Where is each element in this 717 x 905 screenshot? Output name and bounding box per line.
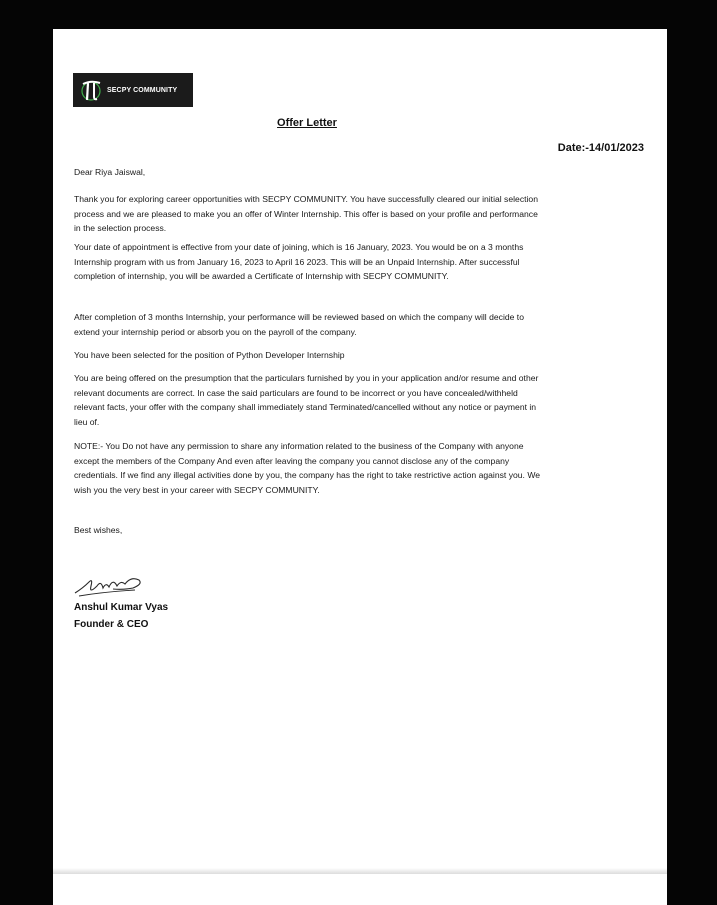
closing: Best wishes, <box>74 525 123 535</box>
logo-text: SECPY COMMUNITY <box>107 86 178 94</box>
paragraph-intro: Thank you for exploring career opportunities with SECPY COMMUNITY. You have successfully cleared our initial selection process and we are pleased to make you an offer of Winter Internship. This offer is based on your profile and performance in the selection process. <box>74 194 538 234</box>
page-edge <box>53 868 667 874</box>
signer-role: Founder & CEO <box>74 619 149 630</box>
paragraph-appointment: Your date of appointment is effective from your date of joining, which is 16 January, 2023. You would be on a 3 months Internship program with us from January 16, 2023 to April 16 2023. This will be an Unpaid Internship. After successful completion of internship, you will be awarded a Certificate of Internship with SECPY COMMUNITY. <box>74 242 524 282</box>
paragraph-presumption: You are being offered on the presumption that the particulars furnished by you in your application and/or resume and other relevant documents are correct. In case the said particulars are found to be incorrect or you have concealed/withheld relevant facts, your offer with the company shall immediately stand Terminated/cancelled without any notice or payment in lieu of. <box>74 373 539 427</box>
paragraph-review: After completion of 3 months Internship, your performance will be reviewed based on which the company will decide to extend your internship period or absorb you on the payroll of the company. <box>74 312 524 337</box>
letter-title: Offer Letter <box>277 117 337 129</box>
signature-icon <box>73 568 148 600</box>
letter-date: Date:-14/01/2023 <box>557 142 644 154</box>
company-logo <box>73 73 193 107</box>
signer-name: Anshul Kumar Vyas <box>74 602 169 613</box>
salutation: Dear Riya Jaiswal, <box>74 167 146 177</box>
paragraph-note: NOTE:- You Do not have any permission to share any information related to the business of the Company with anyone except the members of the Company And even after leaving the company you cannot disclose any of the company credentials. If we find any illegal activities done by you, the company has the right to take restrictive action against you. We wish you the very best in your career with SECPY COMMUNITY. <box>74 441 541 495</box>
pi-logo-icon <box>77 76 105 104</box>
paragraph-position: You have been selected for the position of Python Developer Internship <box>74 350 345 360</box>
